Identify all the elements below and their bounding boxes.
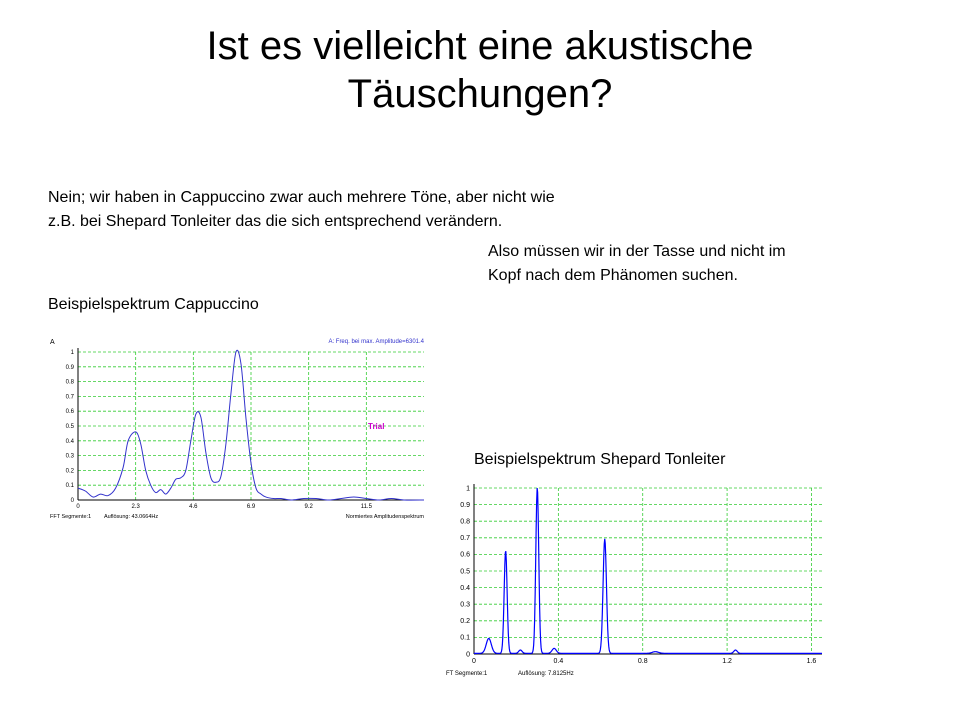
c2-x-tick-label: 0 xyxy=(472,658,476,665)
c1-y-tick-label: 0.5 xyxy=(65,424,74,430)
c2-y-tick-label: 0 xyxy=(466,651,470,659)
c2-y-tick-label: 1 xyxy=(466,485,470,493)
c1-y-tick-label: 0.1 xyxy=(65,483,74,490)
c2-x-tick-label: 1.2 xyxy=(722,658,732,665)
title-line-2: Täuschungen? xyxy=(347,72,613,116)
c2-y-tick-label: 0.9 xyxy=(460,501,470,509)
c2-x-tick-label: 1.6 xyxy=(806,658,817,665)
chart1-y-ticks xyxy=(66,350,75,504)
caption-cappuccino: Beispielspektrum Cappuccino xyxy=(48,296,259,313)
c2-y-tick-label: 0.8 xyxy=(460,518,470,526)
paragraph-conclusion-line-2: Kopf nach dem Phänomen suchen. xyxy=(488,267,738,284)
paragraph-intro-line-2: z.B. bei Shepard Tonleiter das die sich entsprechend verändern. xyxy=(48,213,503,230)
c1-x-tick-label: 6.9 xyxy=(246,504,256,510)
c2-y-tick-label: 0.5 xyxy=(460,568,470,576)
c1-y-tick-label: 1 xyxy=(70,350,74,356)
chart1-corner-label: A xyxy=(50,339,55,346)
chart1-header: A: Freq. bei max. Amplitude=6301.4 xyxy=(328,339,424,345)
chart1-footer-right: Normiertes Amplitudenspektrum xyxy=(345,514,424,520)
chart2-y-ticks xyxy=(460,485,470,658)
chart1-x-ticks xyxy=(76,504,372,510)
c1-y-tick-label: 0.6 xyxy=(65,409,74,416)
c1-y-tick-label: 0.2 xyxy=(65,468,74,475)
c1-x-tick-label: 0 xyxy=(76,504,80,510)
cappuccino-spectrum-chart xyxy=(48,332,426,522)
c1-x-tick-label: 4.6 xyxy=(189,504,198,510)
c2-x-tick-label: 0.8 xyxy=(637,658,648,665)
c2-x-tick-label: 0.4 xyxy=(553,658,564,665)
chart2-grid xyxy=(474,488,822,654)
c2-y-tick-label: 0.4 xyxy=(460,584,470,592)
chart2-axes xyxy=(474,484,822,654)
c1-y-tick-label: 0.4 xyxy=(65,438,74,445)
chart2-footer-left: FT Segmente:1 xyxy=(446,671,488,677)
c2-y-tick-label: 0.1 xyxy=(460,634,470,642)
slide-title xyxy=(60,22,900,118)
c2-y-tick-label: 0.6 xyxy=(460,551,470,559)
c1-y-tick-label: 0.8 xyxy=(65,379,74,386)
chart1-footer-left: FFT Segmente:1 xyxy=(50,514,92,520)
paragraph-intro xyxy=(48,186,555,234)
paragraph-intro-line-1: Nein; wir haben in Cappuccino zwar auch mehrere Töne, aber nicht wie xyxy=(48,189,555,206)
shepard-spectrum-chart xyxy=(428,478,828,678)
c1-x-tick-label: 9.2 xyxy=(304,504,313,510)
c1-y-tick-label: 0 xyxy=(70,498,74,504)
c2-y-tick-label: 0.7 xyxy=(460,535,470,543)
c2-y-tick-label: 0.3 xyxy=(460,601,470,609)
c1-y-tick-label: 0.9 xyxy=(65,364,74,371)
c2-y-tick-label: 0.2 xyxy=(460,618,470,626)
chart2-footer-mid: Auflösung: 7.8125Hz xyxy=(518,671,574,677)
title-line-1: Ist es vielleicht eine akustische xyxy=(206,24,754,68)
chart2-x-ticks xyxy=(472,658,816,665)
c1-y-tick-label: 0.3 xyxy=(65,453,74,460)
paragraph-conclusion xyxy=(488,240,786,288)
c1-y-tick-label: 0.7 xyxy=(65,394,74,401)
caption-shepard: Beispielspektrum Shepard Tonleiter xyxy=(474,451,726,468)
paragraph-conclusion-line-1: Also müssen wir in der Tasse und nicht im xyxy=(488,243,786,260)
c1-x-tick-label: 11.5 xyxy=(360,504,372,510)
chart1-trial-watermark: Trial xyxy=(368,422,385,431)
c1-x-tick-label: 2.3 xyxy=(131,504,140,510)
chart1-footer-mid: Auflösung: 43.0664Hz xyxy=(104,514,159,520)
